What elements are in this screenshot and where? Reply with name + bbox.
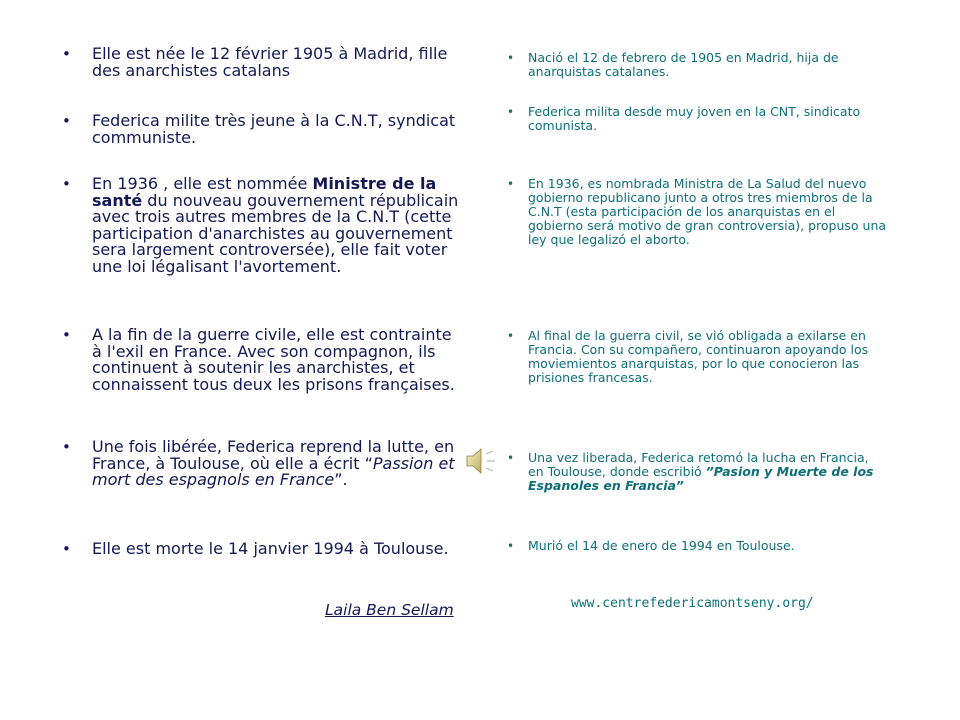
book-title-spanish: ”Pasion y Muerte de los Espanoles en Francia” bbox=[528, 464, 874, 493]
spanish-bullet-death: • Murió el 14 de enero de 1994 en Toulouse. bbox=[528, 539, 888, 553]
spanish-bullet-exile: • Al final de la guerra civil, se vió obligada a exilarse en Francia. Con su compañero, continuaron apoyando los moviemientos anarquistas, por lo que conocieron las prisiones francesas. bbox=[528, 329, 888, 385]
spanish-bullet-minister: • En 1936, es nombrada Ministra de La Salud del nuevo gobierno republicano junto a otros tres miembros de la C.N.T (esta participación de los anarquistas en el gobierno será motivo de gran controversia), propuso una ley que legalizó el aborto. bbox=[528, 177, 888, 247]
spanish-bullet-birth: • Nació el 12 de febrero de 1905 en Madrid, hija de anarquistas catalanes. bbox=[528, 51, 888, 79]
speaker-icon[interactable] bbox=[463, 446, 503, 476]
author-signature: Laila Ben Sellam bbox=[325, 601, 454, 619]
spanish-bullet-liberation: • Una vez liberada, Federica retomó la lucha en Francia, en Toulouse, donde escribió ”Pasion y Muerte de los Espanoles en Francia” bbox=[528, 451, 888, 493]
french-bullet-death: • Elle est morte le 14 janvier 1994 à Toulouse. bbox=[92, 541, 464, 558]
french-bullet-birth: • Elle est née le 12 février 1905 à Madrid, fille des anarchistes catalans bbox=[92, 46, 464, 79]
french-bullet-cnt: • Federica milite très jeune à la C.N.T, syndicat communiste. bbox=[92, 113, 464, 146]
french-bullet-minister: • En 1936 , elle est nommée Ministre de la santé du nouveau gouvernement républicain avec trois autres membres de la C.N.T (cette participation d'anarchistes au gouvernement sera largement controversée), elle fait voter une loi légalisant l'avortement. bbox=[92, 176, 464, 275]
minister-title: Ministre de la santé bbox=[92, 174, 437, 210]
spanish-bullet-cnt: • Federica milita desde muy joven en la CNT, sindicato comunista. bbox=[528, 105, 888, 133]
website-link[interactable]: www.centrefedericamontseny.org/ bbox=[571, 596, 814, 611]
book-title: Passion et mort des espagnols en France bbox=[92, 453, 455, 489]
french-bullet-liberation: • Une fois libérée, Federica reprend la lutte, en France, à Toulouse, où elle a écrit “Passion et mort des espagnols en France”. bbox=[92, 439, 464, 489]
french-bullet-exile: • A la fin de la guerre civile, elle est contrainte à l'exil en France. Avec son compagnon, ils continuent à soutenir les anarchistes, et connaissent tous deux les prisons françaises. bbox=[92, 327, 464, 393]
